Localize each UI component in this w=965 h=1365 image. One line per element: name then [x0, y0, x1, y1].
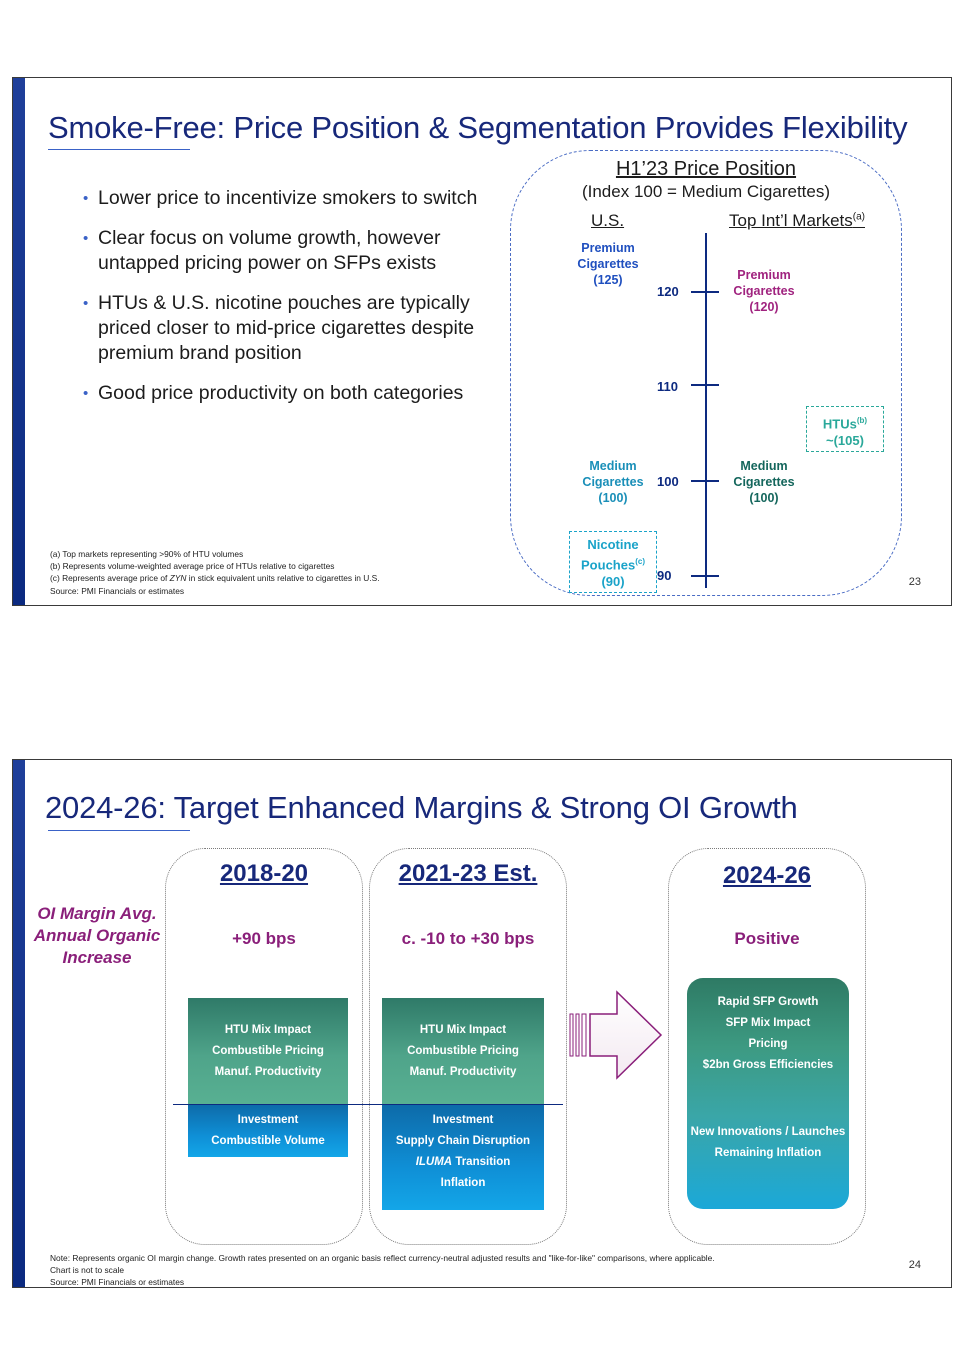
footnotes: Note: Represents organic OI margin change. Growth rates presented on an organic basis reflect currency-neutral adjusted results and "like-for-like" comparisons, where applicable. Chart is not to scale Source: PMI Financials or estimates [50, 1253, 715, 1288]
bullet-dot-icon: • [83, 295, 89, 312]
axis-tick [691, 291, 719, 293]
column-header-intl: Top Int’l Markets$^{(a)}$ [729, 211, 865, 230]
bullet-dot-icon: • [83, 385, 89, 402]
phase-value-2018-20: +90 bps [232, 929, 296, 948]
axis-tick [691, 575, 719, 577]
axis-tick-label: 90 [657, 568, 672, 583]
intl-medium-cigarettes-label: Medium Cigarettes (100) [733, 459, 795, 505]
price-axis [705, 233, 707, 588]
bullet-item: • HTUs & U.S. nicotine pouches are typically priced closer to mid-price cigarettes despite premium brand position [83, 292, 475, 364]
axis-tick [691, 480, 719, 482]
bullet-dot-icon: • [83, 190, 89, 207]
price-position-title: H1’23 Price Position [615, 158, 797, 180]
baseline-divider [173, 1104, 563, 1105]
page-number: 23 [908, 576, 921, 588]
slide-price-position [12, 77, 952, 606]
negatives-box-2018-20: Investment Combustible Volume [188, 1104, 348, 1157]
bullet-list [83, 186, 503, 421]
axis-tick-label: 120 [657, 284, 679, 299]
slide-title: Smoke-Free: Price Position & Segmentation Provides Flexibility [48, 110, 908, 145]
title-underline [48, 149, 190, 150]
phase-period-2024-26: 2024-26 [722, 862, 812, 889]
phase-value-2024-26: Positive [734, 929, 800, 948]
price-position-subtitle: (Index 100 = Medium Cigarettes) [581, 182, 831, 201]
footnotes: (a) Top markets representing >90% of HTU volumes (b) Represents volume-weighted average price of HTUs relative to cigarettes (c) Represents average price of ZYN in stick equivalent units relative to cigarettes in U.S. Source: PMI Financials or estimates [50, 549, 380, 596]
us-nicotine-pouches-label: Nicotine Pouches$^{(c)}$ (90) [581, 537, 645, 590]
transition-arrow-icon [569, 990, 665, 1087]
title-underline [48, 830, 190, 831]
phase-value-2021-23: c. -10 to +30 bps [401, 929, 535, 948]
positives-box-2018-20: HTU Mix Impact Combustible Pricing Manuf. Productivity [188, 998, 348, 1104]
slide-accent-bar [13, 760, 25, 1287]
row-label-oi-margin: OI Margin Avg. Annual Organic Increase [33, 904, 161, 967]
drivers-box-2024-26: Rapid SFP Growth SFP Mix Impact Pricing $2bn Gross Efficiencies New Innovations / Launches Remaining Inflation [687, 978, 849, 1209]
us-premium-cigarettes-label: Premium Cigarettes (125) [577, 241, 639, 287]
column-header-us: U.S. [591, 211, 625, 230]
bullet-item: • Good price productivity on both categories [83, 382, 464, 404]
positives-box-2021-23: HTU Mix Impact Combustible Pricing Manuf. Productivity [382, 998, 544, 1104]
axis-tick-label: 100 [657, 474, 679, 489]
slide-accent-bar [13, 78, 25, 605]
phase-period-2021-23: 2021-23 Est. [398, 860, 538, 887]
phase-period-2018-20: 2018-20 [219, 860, 309, 887]
slide-title: 2024-26: Target Enhanced Margins & Strong OI Growth [45, 790, 798, 825]
intl-premium-cigarettes-label: Premium Cigarettes (120) [733, 268, 795, 314]
bullet-item: • Lower price to incentivize smokers to switch [83, 187, 478, 209]
page-number: 24 [908, 1259, 921, 1271]
bullet-item: • Clear focus on volume growth, however untapped pricing power on SFPs exists [83, 227, 441, 274]
bullet-dot-icon: • [83, 230, 89, 247]
axis-tick-label: 110 [657, 379, 678, 394]
intl-htus-label: HTUs$^{(b)}$ ~(105) [822, 416, 868, 449]
us-medium-cigarettes-label: Medium Cigarettes (100) [582, 459, 644, 505]
slide-margin-targets [12, 759, 952, 1288]
negatives-box-2021-23: Investment Supply Chain Disruption ILUMA Transition Inflation [382, 1104, 544, 1210]
axis-tick [691, 384, 719, 386]
